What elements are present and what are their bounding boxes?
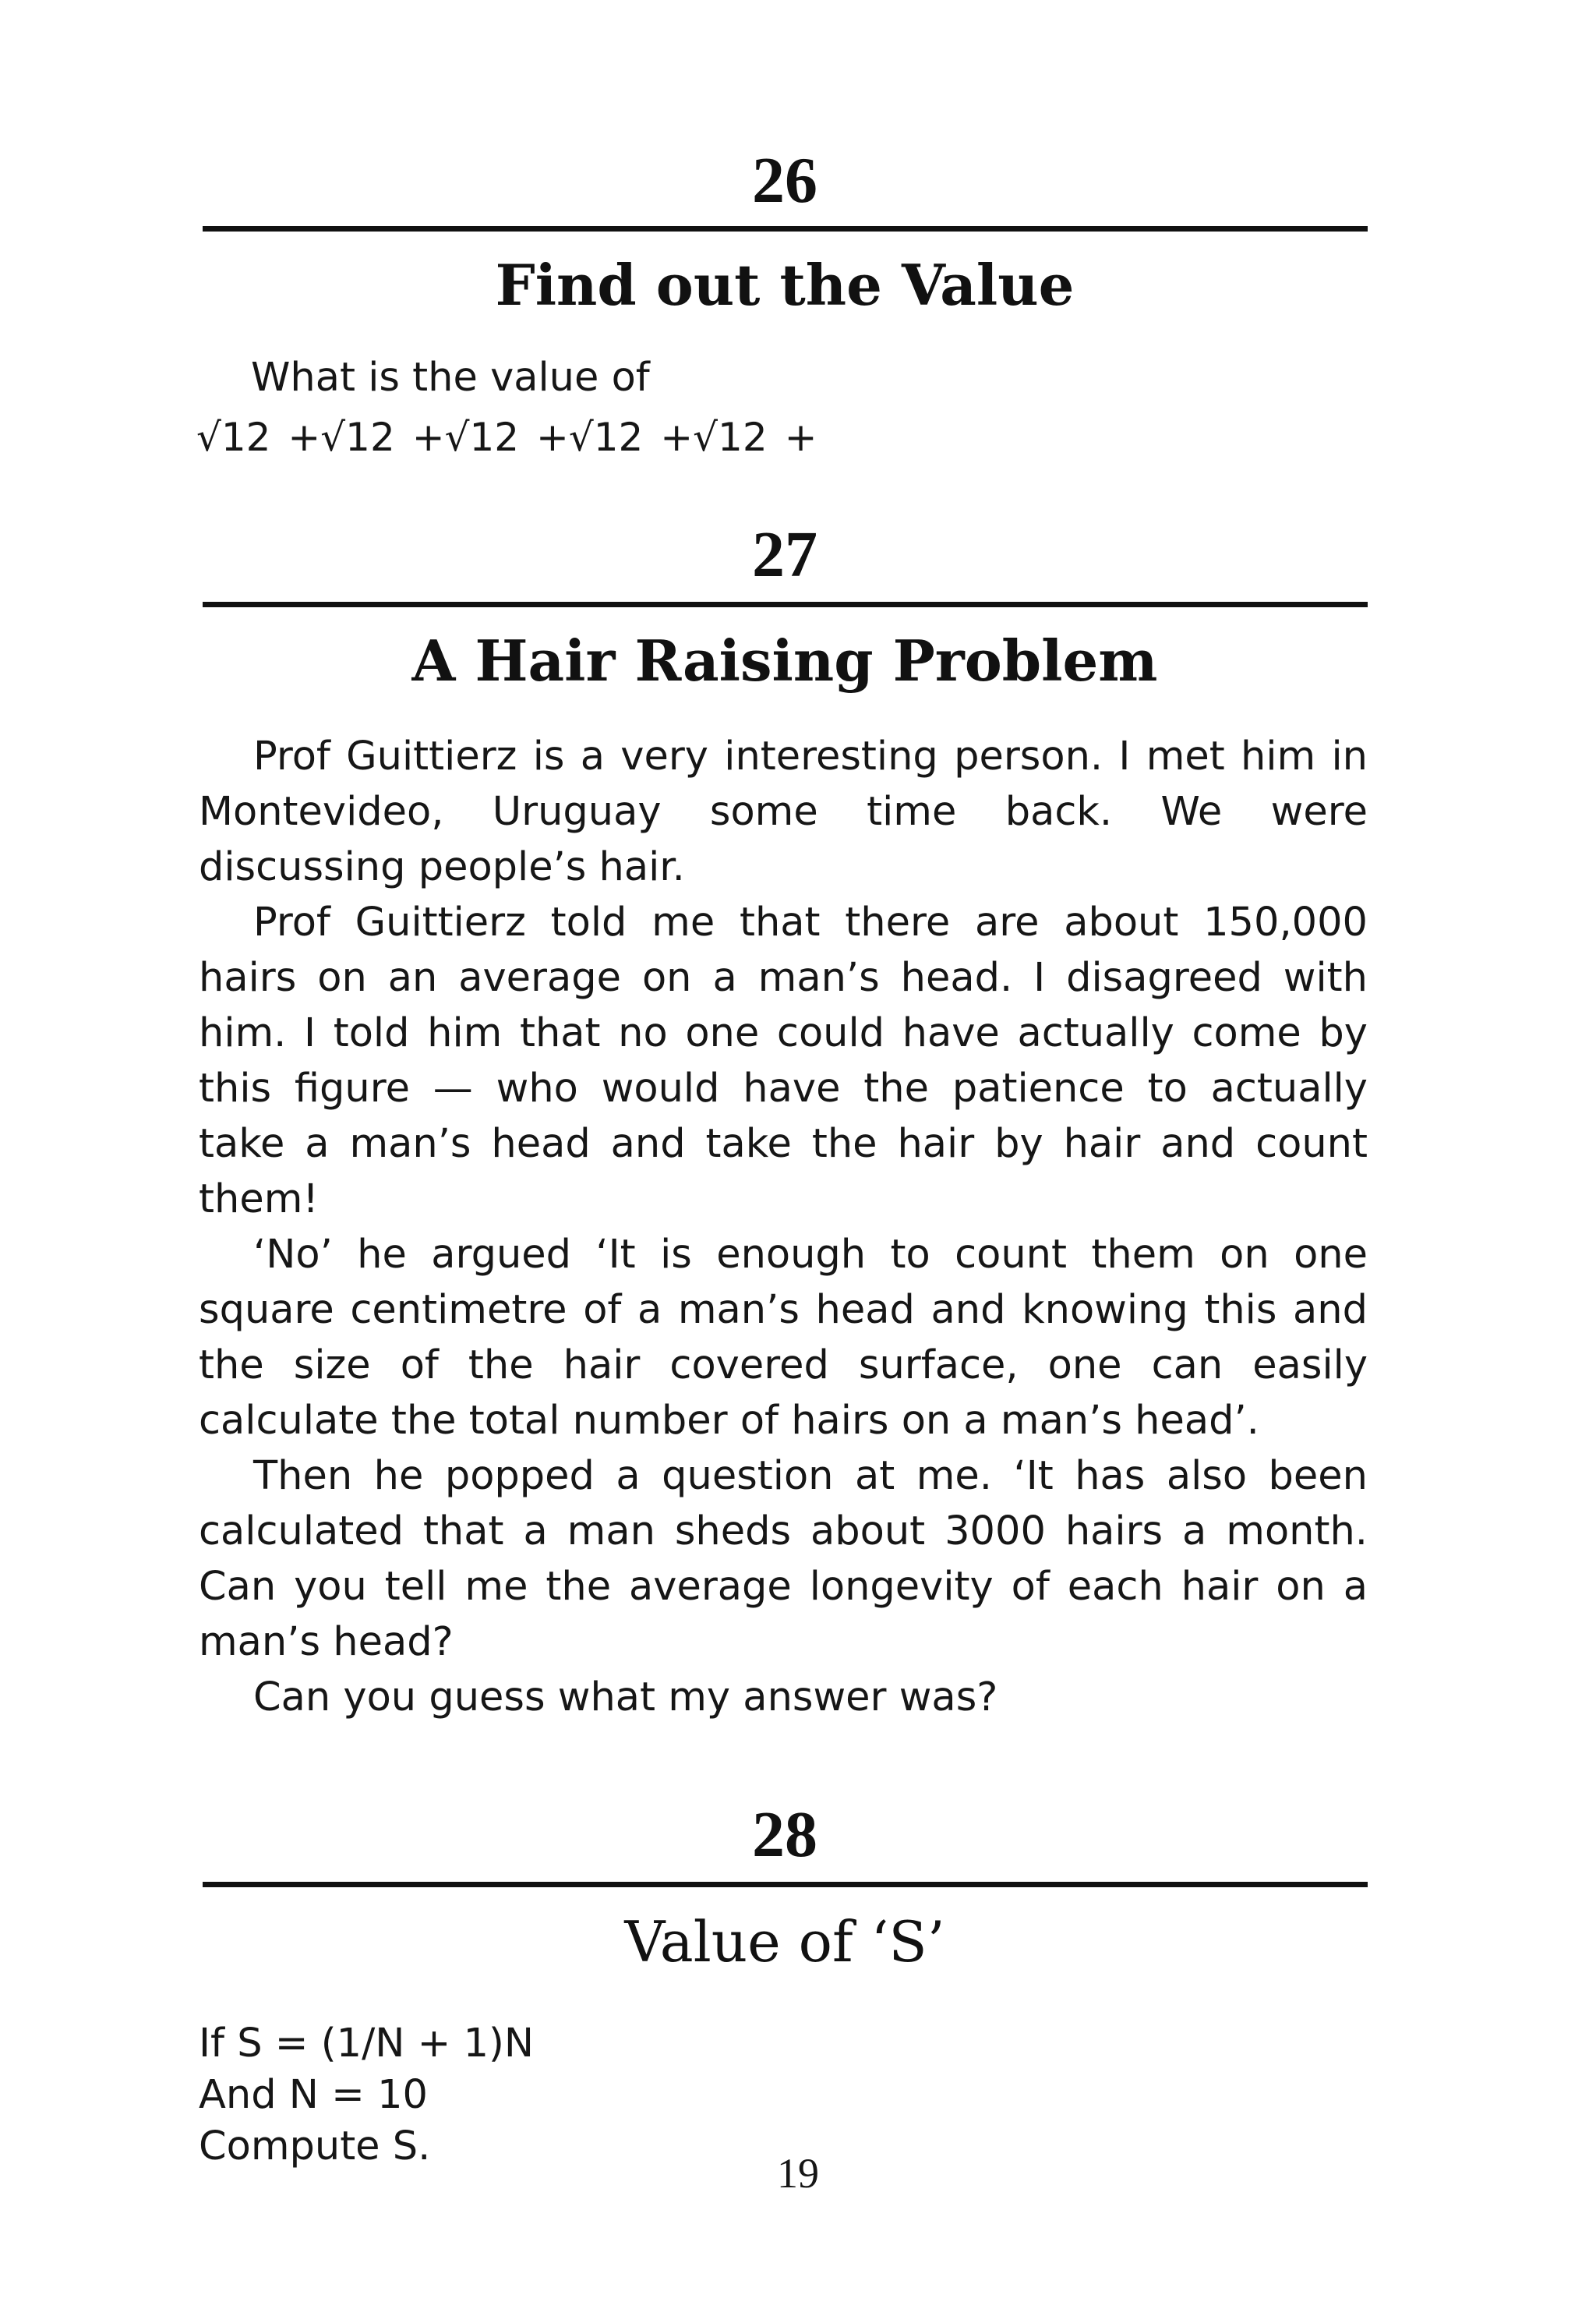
puzzle-26-question: What is the value of bbox=[251, 355, 650, 401]
formula-term-5: +√12 bbox=[660, 415, 768, 460]
formula-term-1: √12 bbox=[196, 415, 271, 460]
formula-term-3: +√12 bbox=[411, 415, 520, 460]
puzzle-26-formula bbox=[196, 415, 821, 460]
puzzle-28-line-3: Compute S. bbox=[199, 2123, 431, 2169]
section-rule-28 bbox=[203, 1882, 1368, 1887]
puzzle-number-27: 27 bbox=[752, 518, 817, 591]
puzzle-27-paragraph-2: Prof Guittierz told me that there are about 150,000 hairs on an average on a man’s head. I disagreed with him. I told him that no one could have actually come by this figure — who would have the patience to actually take a man’s head and take the hair by hair and count them! bbox=[199, 900, 1368, 1222]
formula-term-2: +√12 bbox=[288, 415, 395, 460]
puzzle-title-28: Value of ‘S’ bbox=[624, 1909, 945, 1975]
formula-term-4: +√12 bbox=[535, 415, 644, 460]
puzzle-27-paragraph-4: Then he popped a question at me. ‘It has also been calculated that a man sheds about 3000 hairs a month. Can you tell me the average longevity of each hair on a man’s head? bbox=[199, 1453, 1368, 1665]
puzzle-number-26: 26 bbox=[752, 144, 817, 217]
puzzle-28-line-2: And N = 10 bbox=[199, 2072, 428, 2118]
puzzle-27-paragraph-3: ‘No’ he argued ‘It is enough to count them on one square centimetre of a man’s head and knowing this and the size of the hair covered surface, one can easily calculate the total number of hairs on a man’s head’. bbox=[199, 1232, 1368, 1444]
formula-term-6: + bbox=[784, 415, 817, 460]
puzzle-28-line-1: If S = (1/N + 1)N bbox=[199, 2021, 535, 2067]
puzzle-27-paragraph-1: Prof Guittierz is a very interesting person. I met him in Montevideo, Uruguay some time back. We were discussing people’s hair. bbox=[199, 734, 1368, 890]
puzzle-title-27: A Hair Raising Problem bbox=[411, 628, 1158, 694]
section-rule-27 bbox=[203, 602, 1368, 607]
puzzle-27-paragraph-5: Can you guess what my answer was? bbox=[253, 1674, 998, 1720]
section-rule-26 bbox=[203, 226, 1368, 232]
page-number: 19 bbox=[777, 2150, 819, 2197]
puzzle-number-28: 28 bbox=[752, 1798, 817, 1871]
puzzle-title-26: Find out the Value bbox=[495, 252, 1075, 318]
